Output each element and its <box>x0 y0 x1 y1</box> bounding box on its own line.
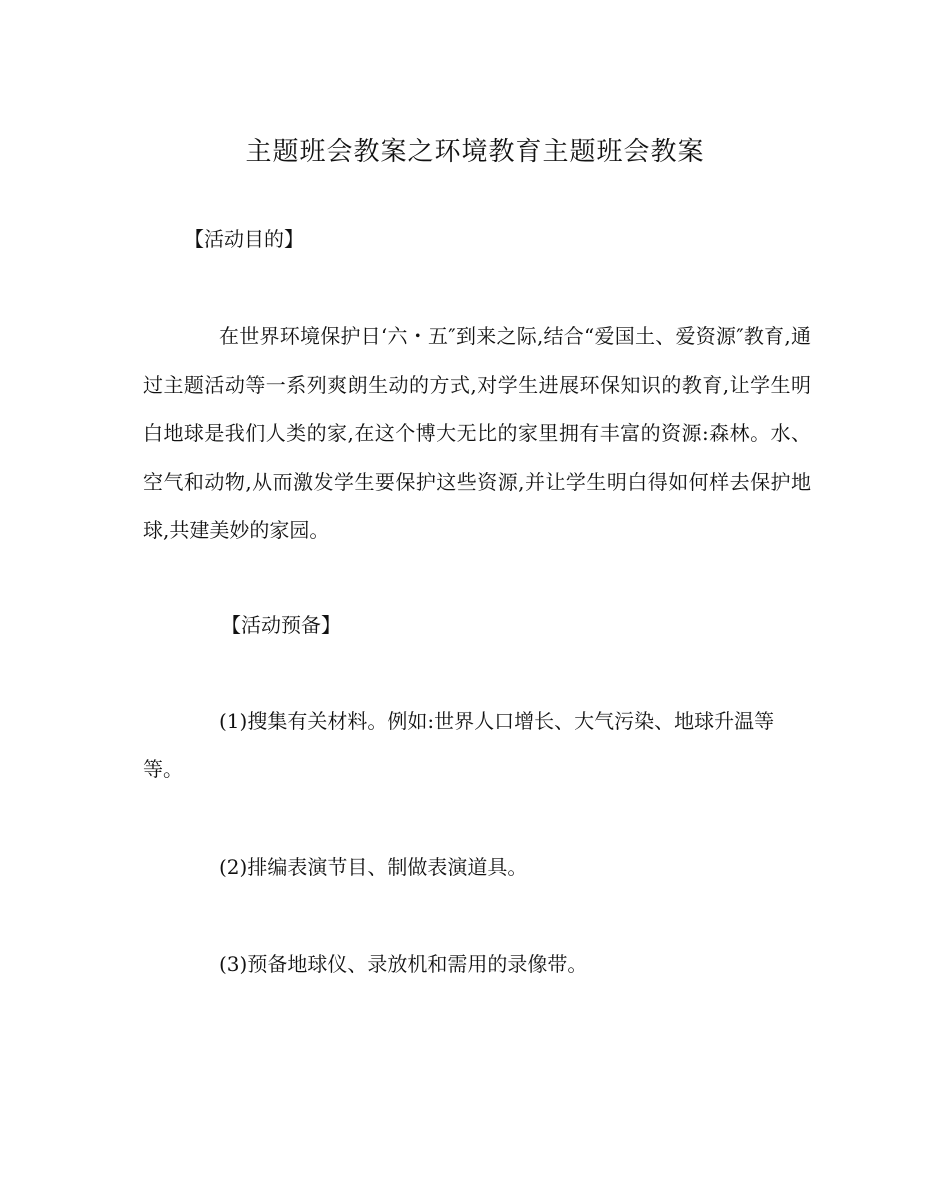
section-heading-preparation: 【活动预备】 <box>221 613 341 637</box>
purpose-paragraph: 在世界环境保护日‘六・五″到来之际,结合“爱国土、爱资源″教育,通过主题活动等一系列爽朗生动的方式,对学生进展环保知识的教育,让学生明白地球是我们人类的家,在这个博大无比的家里拥有丰富的资源:森林。水、空气和动物,从而激发学生要保护这些资源,并让学生明白得如何样去保护地球,共建美妙的家园。 <box>143 324 811 542</box>
prep-item-1: (1)搜集有关材料。例如:世界人口增长、大气污染、地球升温等等。 <box>143 709 775 781</box>
section-heading-purpose: 【活动目的】 <box>184 227 304 251</box>
document-title: 主题班会教案之环境教育主题班会教案 <box>245 137 705 167</box>
prep-item-3: (3)预备地球仪、录放机和需用的录像带。 <box>219 952 588 976</box>
prep-item-2: (2)排编表演节目、制做表演道具。 <box>219 855 528 879</box>
